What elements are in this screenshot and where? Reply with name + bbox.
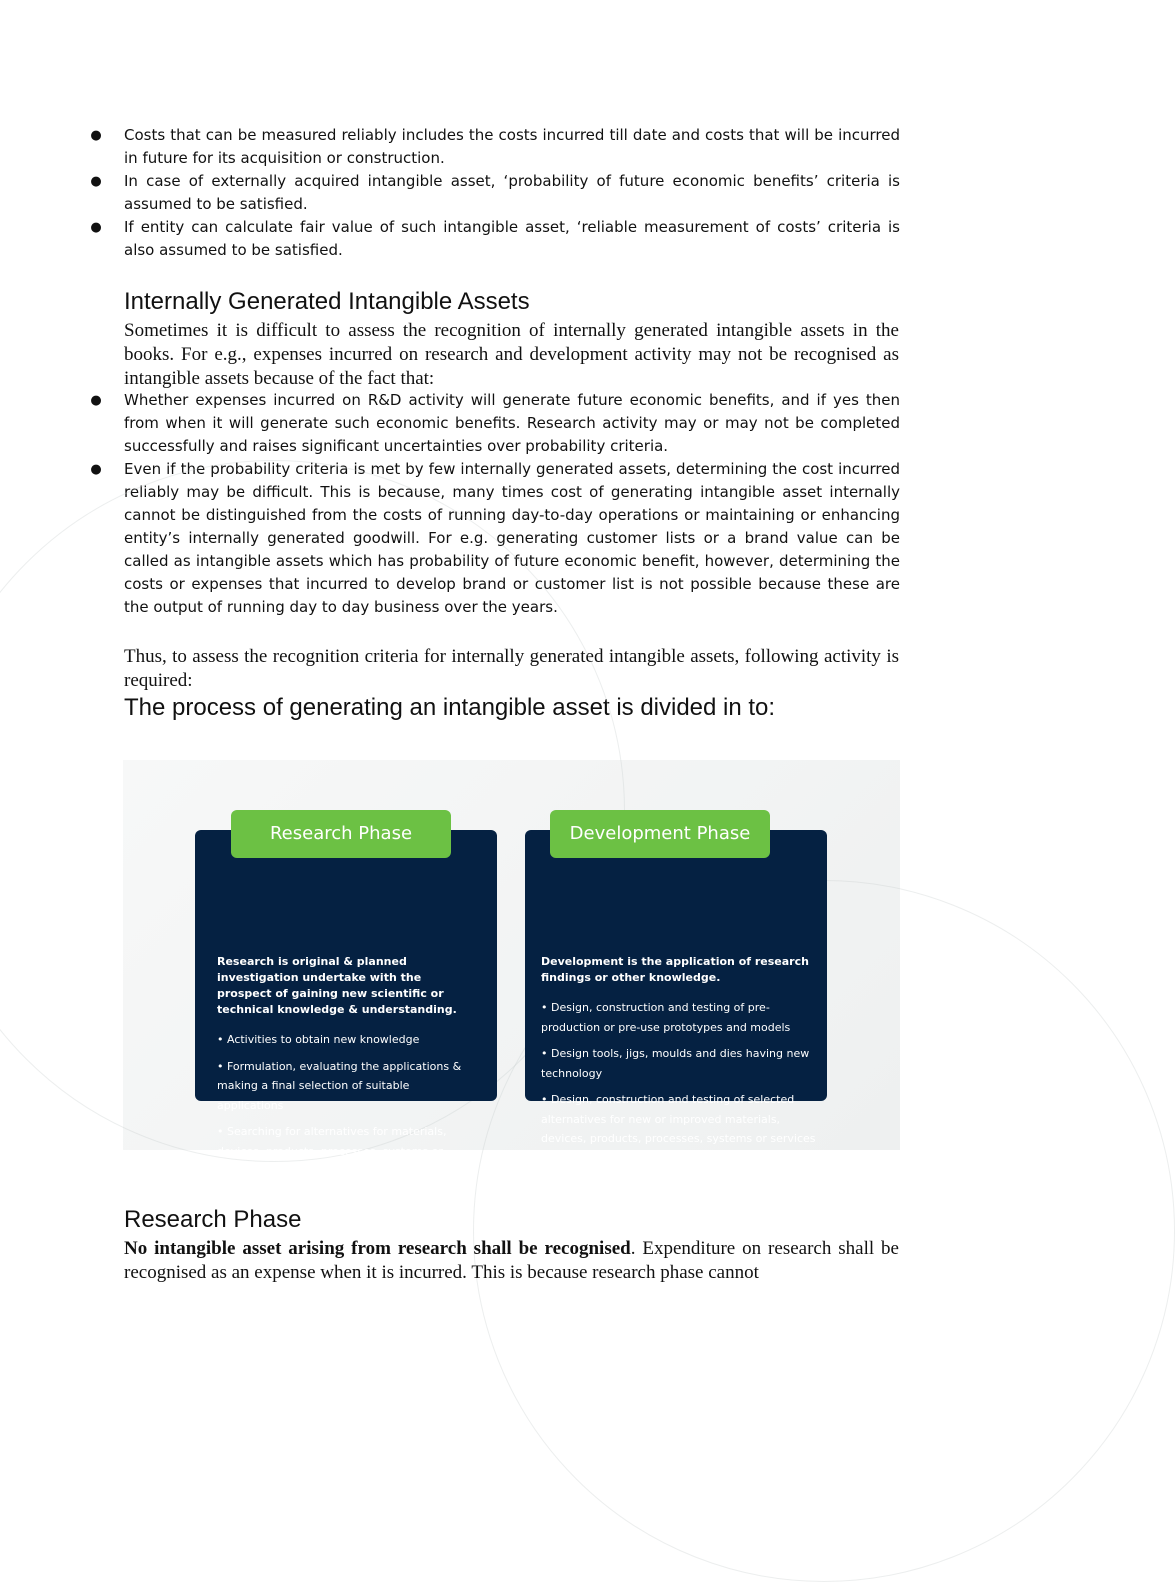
bullet-text: Whether expenses incurred on R&D activity will generate future economic benefits, and if yes then from when it will generate such economic benefits. Research activity may or may not be completed successfully and raises significant uncertainties over probability criteria. xyxy=(124,391,900,455)
research-phase-paragraph xyxy=(124,1237,899,1285)
bullet-item xyxy=(90,216,900,262)
bullet-icon: ● xyxy=(90,462,102,477)
research-phase-label: Research Phase xyxy=(231,810,451,858)
research-item: • Activities to obtain new knowledge xyxy=(217,1033,420,1046)
section-intro-paragraph: Sometimes it is difficult to assess the recognition of internally generated intangible assets in the books. For e.g., expenses incurred on research and development activity may not be recognised as intangible assets because of the fact that: xyxy=(124,320,899,389)
research-phase-card xyxy=(195,830,497,1177)
section-heading-research-phase: Research Phase xyxy=(124,1206,302,1233)
paragraph-rest: . Expenditure on research shall be recognised as an expense when it is incurred. This is because research phase cannot xyxy=(124,1238,899,1283)
bullet-icon: ● xyxy=(90,393,102,408)
bullet-icon: ● xyxy=(90,220,102,235)
development-intro: Development is the application of research findings or other knowledge. xyxy=(541,955,809,984)
bullet-item xyxy=(90,389,900,458)
bullet-text: Costs that can be measured reliably includes the costs incurred till date and costs that will be incurred in future for its acquisition or construction. xyxy=(124,126,900,167)
bullet-text: In case of externally acquired intangible asset, ‘probability of future economic benefits’ criteria is assumed to be satisfied. xyxy=(124,172,900,213)
bold-lead: No intangible asset arising from research shall be recognised xyxy=(124,1238,631,1259)
intro-bullet-list xyxy=(90,124,900,262)
research-intro: Research is original & planned investigation undertake with the prospect of gaining new scientific or technical knowledge & understanding. xyxy=(217,955,457,1016)
development-phase-card xyxy=(525,830,827,1145)
bullet-icon: ● xyxy=(90,128,102,143)
phases-figure xyxy=(123,760,900,1177)
process-heading: The process of generating an intangible asset is divided in to: xyxy=(124,694,776,721)
research-item: • Searching for alternatives for materials, devices, products, processes, systems or services xyxy=(217,1125,447,1177)
development-phase-label: Development Phase xyxy=(550,810,770,858)
bullet-text: If entity can calculate fair value of such intangible asset, ‘reliable measurement of costs’ criteria is also assumed to be satisfied. xyxy=(124,218,900,259)
bullet-text: Even if the probability criteria is met by few internally generated assets, determining the cost incurred reliably may be difficult. This is because, many times cost of generating intangible asset internally cannot be distinguished from the costs of running day-to-day operations or maintaining or enhancing entity’s internally generated goodwill. For e.g. generating customer lists or a brand value can be called as intangible assets which has probability of future economic benefit, however, determining the costs or expenses that incurred to develop brand or customer list is not possible because these are the output of running day to day business over the years. xyxy=(124,460,900,616)
bullet-icon: ● xyxy=(90,174,102,189)
bullet-item xyxy=(90,170,900,216)
development-item: • Design tools, jigs, moulds and dies having new technology xyxy=(541,1047,810,1080)
section-heading-internally-generated: Internally Generated Intangible Assets xyxy=(124,288,530,315)
development-item: • Design, construction and testing of selected alternatives for new or improved materials, devices, products, processes, systems or services xyxy=(541,1093,816,1145)
research-item: • Formulation, evaluating the applications & making a final selection of suitable applications xyxy=(217,1059,462,1112)
development-item: • Design, construction and testing of pre-production or pre-use prototypes and models xyxy=(541,1001,791,1034)
thus-paragraph: Thus, to assess the recognition criteria for internally generated intangible assets, following activity is required: xyxy=(124,646,899,691)
bullet-item xyxy=(90,124,900,170)
